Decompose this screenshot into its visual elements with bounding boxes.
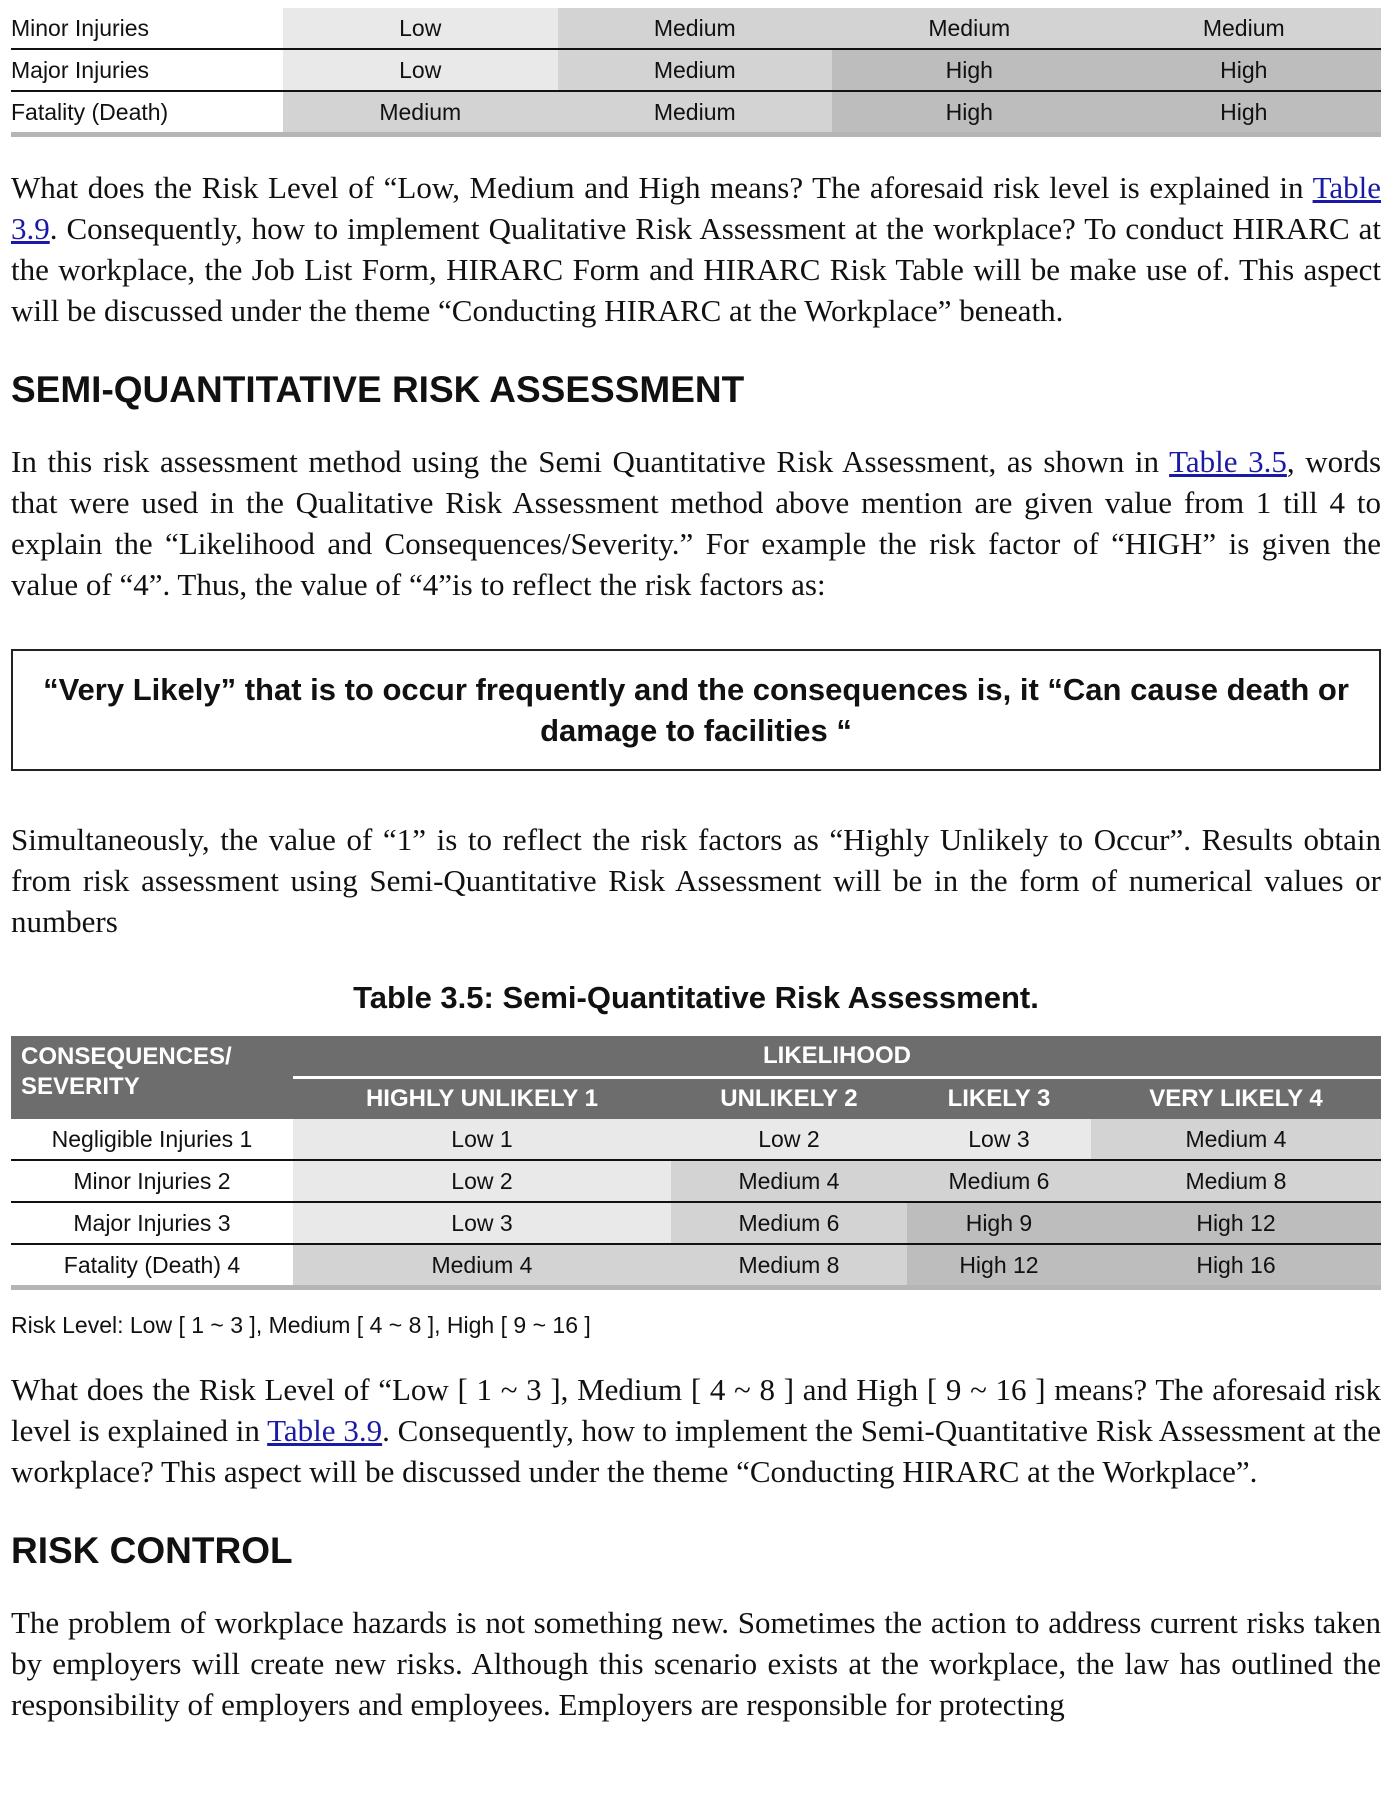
table-caption: Table 3.5: Semi-Quantitative Risk Assessment. <box>353 980 1039 1015</box>
risk-cell: Medium <box>558 49 833 91</box>
semi-quantitative-risk-table <box>11 1036 1381 1290</box>
risk-cell: Medium 6 <box>671 1202 907 1244</box>
risk-cell: Medium <box>558 91 833 135</box>
risk-cell: Low 3 <box>907 1119 1091 1160</box>
risk-cell: Low <box>283 8 558 49</box>
paragraph-text: What does the Risk Level of “Low [ 1 ~ 3 ], Medium [ 4 ~ 8 ] and High [ 9 ~ 16 ] means? The aforesaid risk level is explained in <box>11 1372 1381 1448</box>
risk-cell: Low 2 <box>293 1160 671 1202</box>
risk-cell: High 16 <box>1091 1244 1381 1288</box>
risk-cell: Medium <box>283 91 558 135</box>
link-table-3-9[interactable]: Table 3.9 <box>11 170 1381 246</box>
risk-cell: High <box>1107 49 1382 91</box>
paragraph-risk-control: The problem of workplace hazards is not something new. Sometimes the action to address current risks taken by employers will create new risks. Although this scenario exists at the workplace, the law has outlined the responsibility of employers and employees. Employers are responsible for protecting <box>11 1605 1381 1722</box>
table-row <box>11 49 1381 91</box>
section-heading-risk-control: RISK CONTROL <box>11 1530 293 1571</box>
risk-cell: High 9 <box>907 1202 1091 1244</box>
link-table-3-5[interactable]: Table 3.5 <box>1169 444 1287 479</box>
table-row <box>11 8 1381 49</box>
row-label: Major Injuries <box>11 56 150 83</box>
callout-box: “Very Likely” that is to occur frequently and the consequences is, it “Can cause death or damage to facilities “ <box>11 649 1381 771</box>
table-row <box>11 1160 1381 1202</box>
paragraph-highly-unlikely: Simultaneously, the value of “1” is to reflect the risk factors as “Highly Unlikely to Occur”. Results obtain from risk assessment using Semi-Quantitative Risk Assessment will be in the form of numerical values or numbers <box>11 822 1381 939</box>
paragraph-text: . Consequently, how to implement the Semi-Quantitative Risk Assessment at the workplace? This aspect will be discussed under the theme “Conducting HIRARC at the Workplace”. <box>11 1413 1382 1489</box>
row-label: Major Injuries 3 <box>11 1202 293 1244</box>
risk-cell: Medium 6 <box>907 1160 1091 1202</box>
row-label: Fatality (Death) <box>11 98 169 125</box>
paragraph-risk-level-qualitative <box>11 167 1381 331</box>
row-label: Negligible Injuries 1 <box>11 1119 293 1160</box>
risk-cell: Low 2 <box>671 1119 907 1160</box>
risk-cell: Medium <box>832 8 1107 49</box>
table-row <box>11 1202 1381 1244</box>
qualitative-risk-table-fragment <box>11 8 1381 137</box>
header-likelihood-column: UNLIKELY 2 <box>671 1078 907 1120</box>
risk-cell: Low <box>283 49 558 91</box>
risk-cell: Medium <box>1107 8 1382 49</box>
risk-cell: High <box>1107 91 1382 135</box>
document-page <box>11 8 1381 1725</box>
section-heading-semi-quantitative: SEMI-QUANTITATIVE RISK ASSESSMENT <box>11 369 745 410</box>
table-row <box>11 1244 1381 1288</box>
link-table-3-9[interactable]: Table 3.9 <box>267 1413 383 1448</box>
risk-cell: Low 3 <box>293 1202 671 1244</box>
paragraph-text: What does the Risk Level of “Low, Medium and High means? The aforesaid risk level is explained in <box>11 170 1313 205</box>
row-label: Minor Injuries <box>11 14 150 41</box>
risk-cell: Medium <box>558 8 833 49</box>
risk-cell: High <box>832 49 1107 91</box>
table-row <box>11 1119 1381 1160</box>
paragraph-semi-quantitative-intro <box>11 441 1381 605</box>
header-likelihood: LIKELIHOOD <box>293 1036 1381 1078</box>
risk-cell: Medium 8 <box>671 1244 907 1288</box>
table-row <box>11 91 1381 135</box>
header-likelihood-column: LIKELY 3 <box>907 1078 1091 1120</box>
risk-cell: Medium 8 <box>1091 1160 1381 1202</box>
risk-cell: High 12 <box>1091 1202 1381 1244</box>
risk-cell: Low 1 <box>293 1119 671 1160</box>
header-consequences-severity: CONSEQUENCES/ SEVERITY <box>11 1036 293 1119</box>
row-label: Fatality (Death) 4 <box>11 1244 293 1288</box>
risk-cell: Medium 4 <box>671 1160 907 1202</box>
paragraph-text: , words that were used in the Qualitative Risk Assessment method above mention are given value from 1 till 4 to explain the “Likelihood and Consequences/Severity.” For example the risk factor of “HIGH” is given the value of “4”. Thus, the value of “4”is to reflect the risk factors as: <box>11 444 1382 602</box>
risk-level-note: Risk Level: Low [ 1 ~ 3 ], Medium [ 4 ~ 8 ], High [ 9 ~ 16 ] <box>11 1312 591 1338</box>
risk-cell: Medium 4 <box>293 1244 671 1288</box>
risk-cell: High <box>832 91 1107 135</box>
paragraph-text: . Consequently, how to implement Qualitative Risk Assessment at the workplace? To conduct HIRARC at the workplace, the Job List Form, HIRARC Form and HIRARC Risk Table will be make use of. This aspect will be discussed under the theme “Conducting HIRARC at the Workplace” beneath. <box>11 211 1381 328</box>
paragraph-text: In this risk assessment method using the Semi Quantitative Risk Assessment, as shown in <box>11 444 1170 479</box>
paragraph-risk-level-semi <box>11 1369 1381 1492</box>
header-likelihood-column: HIGHLY UNLIKELY 1 <box>293 1078 671 1120</box>
row-label: Minor Injuries 2 <box>11 1160 293 1202</box>
header-likelihood-column: VERY LIKELY 4 <box>1091 1078 1381 1120</box>
risk-cell: Medium 4 <box>1091 1119 1381 1160</box>
risk-cell: High 12 <box>907 1244 1091 1288</box>
